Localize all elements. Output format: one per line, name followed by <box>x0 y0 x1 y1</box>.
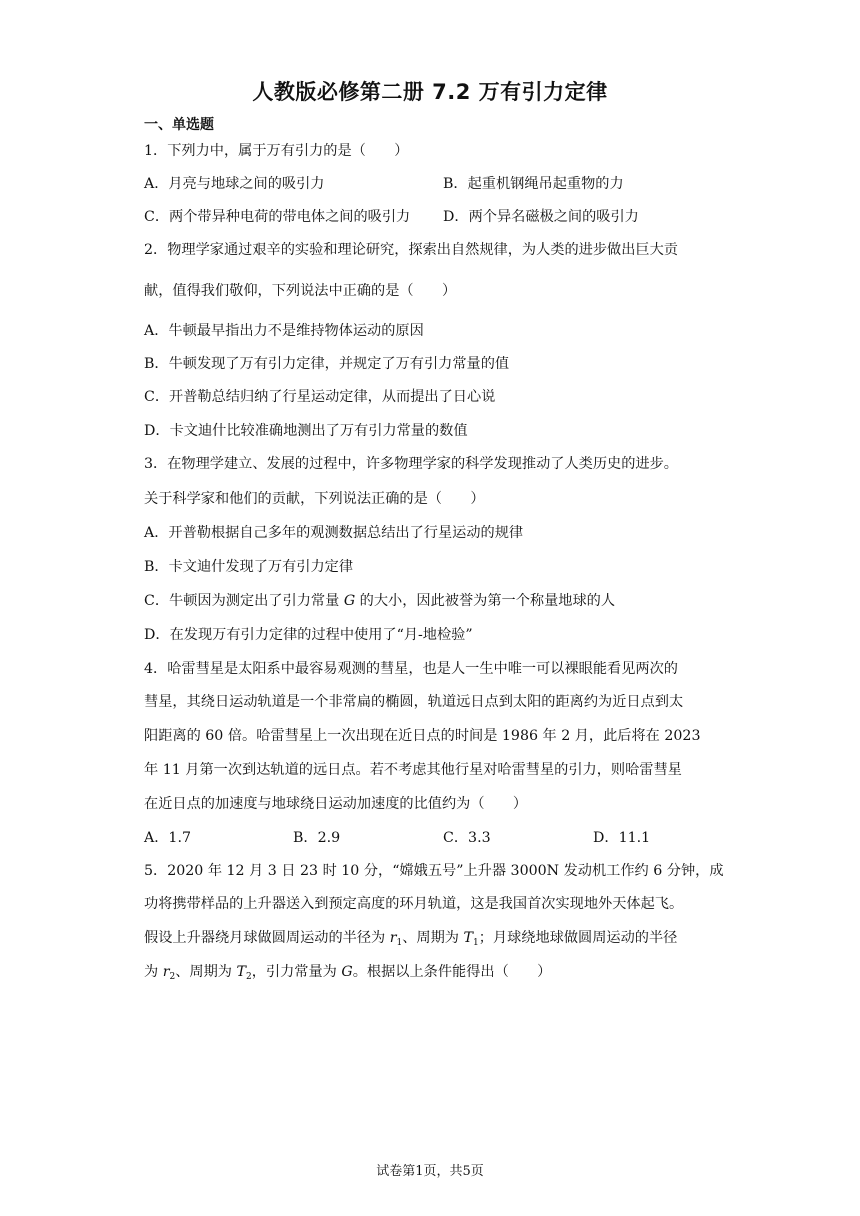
q5-text: 、周期为 <box>175 964 237 980</box>
q4-stem-line5: 在近日点的加速度与地球绕日运动加速度的比值约为（ ） <box>144 796 528 812</box>
q5-text: ；月球绕地球做圆周运动的半径 <box>478 930 678 946</box>
q1-option-b: B．起重机钢绳吊起重物的力 <box>443 176 624 192</box>
q5-stem-line1: 5．2020 年 12 月 3 日 23 时 10 分，“嫦娥五号”上升器 3000N 发动机工作约 6 分钟，成 <box>144 863 724 879</box>
q5-stem-line3 <box>144 928 677 953</box>
q1-stem: 1．下列力中，属于万有引力的是（ ） <box>144 143 409 159</box>
gravitational-constant-symbol: G <box>343 593 356 609</box>
q3-option-c-rest: 的大小，因此被誉为第一个称量地球的人 <box>355 593 616 609</box>
q3-option-a: A．开普勒根据自己多年的观测数据总结出了行星运动的规律 <box>144 525 524 541</box>
subscript: 2 <box>169 972 176 982</box>
q3-option-d: D．在发现万有引力定律的过程中使用了“月-地检验” <box>144 627 473 643</box>
q5-stem-line4 <box>144 962 551 987</box>
q2-option-d: D．卡文迪什比较准确地测出了万有引力常量的数值 <box>144 423 468 439</box>
q5-text: 为 <box>144 964 163 980</box>
q5-text: 、周期为 <box>402 930 464 946</box>
radius-symbol: r <box>162 964 170 980</box>
q4-option-c: C．3.3 <box>443 830 491 846</box>
q2-option-a: A．牛顿最早指出力不是维持物体运动的原因 <box>144 323 424 339</box>
q3-stem-line2: 关于科学家和他们的贡献，下列说法正确的是（ ） <box>144 491 485 507</box>
gravitational-constant-symbol: G <box>341 964 353 980</box>
q5-text: ，引力常量为 <box>251 964 342 980</box>
subscript: 1 <box>472 938 479 948</box>
q5-text: 。根据以上条件能得出（ ） <box>352 964 552 980</box>
q3-option-b: B．卡文迪什发现了万有引力定律 <box>144 559 354 575</box>
q1-option-c: C．两个带异种电荷的带电体之间的吸引力 <box>144 209 411 225</box>
period-symbol: T <box>463 930 473 946</box>
q1-option-d: D．两个异名磁极之间的吸引力 <box>443 209 639 225</box>
q2-stem-line2: 献，值得我们敬仰，下列说法中正确的是（ ） <box>144 283 457 299</box>
section-heading: 一、单选题 <box>144 117 214 133</box>
q3-option-c <box>144 591 615 611</box>
q4-option-b: B．2.9 <box>293 830 341 846</box>
radius-symbol: r <box>389 930 397 946</box>
q4-option-d: D．11.1 <box>593 830 651 846</box>
q5-stem-line2: 功将携带样品的上升器送入到预定高度的环月轨道，这是我国首次实现地外天体起飞。 <box>144 896 684 912</box>
q2-option-b: B．牛顿发现了万有引力定律，并规定了万有引力常量的值 <box>144 356 510 372</box>
period-symbol: T <box>236 964 246 980</box>
q3-stem-line1: 3．在物理学建立、发展的过程中，许多物理学家的科学发现推动了人类历史的进步。 <box>144 456 678 472</box>
q4-stem-line1: 4．哈雷彗星是太阳系中最容易观测的彗星，也是人一生中唯一可以裸眼能看见两次的 <box>144 661 678 677</box>
q5-text: 假设上升器绕月球做圆周运动的半径为 <box>144 930 390 946</box>
q2-stem-line1: 2．物理学家通过艰辛的实验和理论研究，探索出自然规律，为人类的进步做出巨大贡 <box>144 242 678 258</box>
q3-option-c-text: C．牛顿因为测定出了引力常量 <box>144 593 344 609</box>
q2-option-c: C．开普勒总结归纳了行星运动定律，从而提出了日心说 <box>144 389 496 405</box>
q4-stem-line3: 阳距离的 60 倍。哈雷彗星上一次出现在近日点的时间是 1986 年 2 月，此后将在 2023 <box>144 728 701 744</box>
subscript: 2 <box>245 972 252 982</box>
q4-stem-line2: 彗星，其绕日运动轨道是一个非常扁的椭圆，轨道远日点到太阳的距离约为近日点到太 <box>144 694 684 710</box>
q4-option-a: A．1.7 <box>144 830 191 846</box>
q1-option-a: A．月亮与地球之间的吸引力 <box>144 176 325 192</box>
page-title: 人教版必修第二册 7.2 万有引力定律 <box>252 80 608 104</box>
subscript: 1 <box>396 938 403 948</box>
q4-stem-line4: 年 11 月第一次到达轨道的远日点。若不考虑其他行星对哈雷彗星的引力，则哈雷彗星 <box>144 762 682 778</box>
page-footer: 试卷第1页，共5页 <box>376 1164 484 1179</box>
